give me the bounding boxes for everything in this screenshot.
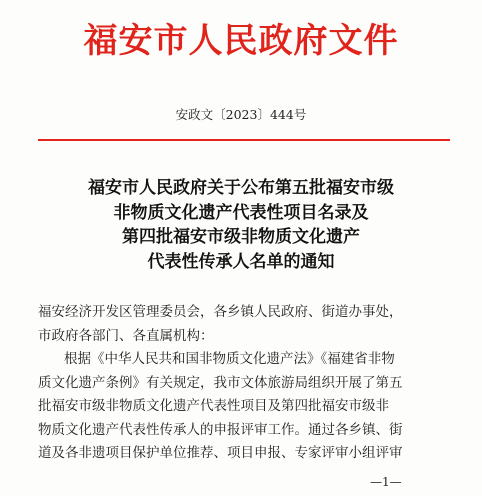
paragraph-line: 质文化遗产条例》有关规定，我市文体旅游局组织开展了第五 [38,374,403,391]
document-number: 安政文〔2023〕444号 [175,107,307,122]
addressee-line: 市政府各部门、各直属机构： [38,327,214,344]
notice-title-line: 代表性传承人名单的通知 [147,251,335,272]
notice-title [0,176,482,274]
paragraph-line: 道及各非遗项目保护单位推荐、项目申报、专家评审小组评审 [38,445,403,461]
document-header-title: 福安市人民政府文件 [83,21,399,61]
red-separator-line [38,139,450,141]
paragraph-line: 批福安市级非物质文化遗产代表性项目及第四批福安市级非 [38,398,389,414]
notice-title-line: 福安市人民政府关于公布第五批福安市级 [88,178,394,198]
paragraph-line: 物质文化遗产代表性传承人的申报评审工作。通过各乡镇、街 [38,421,403,438]
addressee-line: 福安经济开发区管理委员会，各乡镇人民政府、街道办事处， [38,304,403,320]
paragraph-line: 根据《中华人民共和国非物质文化遗产法》《福建省非物 [64,351,395,367]
page-number: —1— [370,475,402,489]
notice-title-line: 第四批福安市级非物质文化遗产 [122,227,360,247]
notice-title-line: 非物质文化遗产代表性项目名录及 [113,202,369,223]
notice-body [38,301,458,466]
